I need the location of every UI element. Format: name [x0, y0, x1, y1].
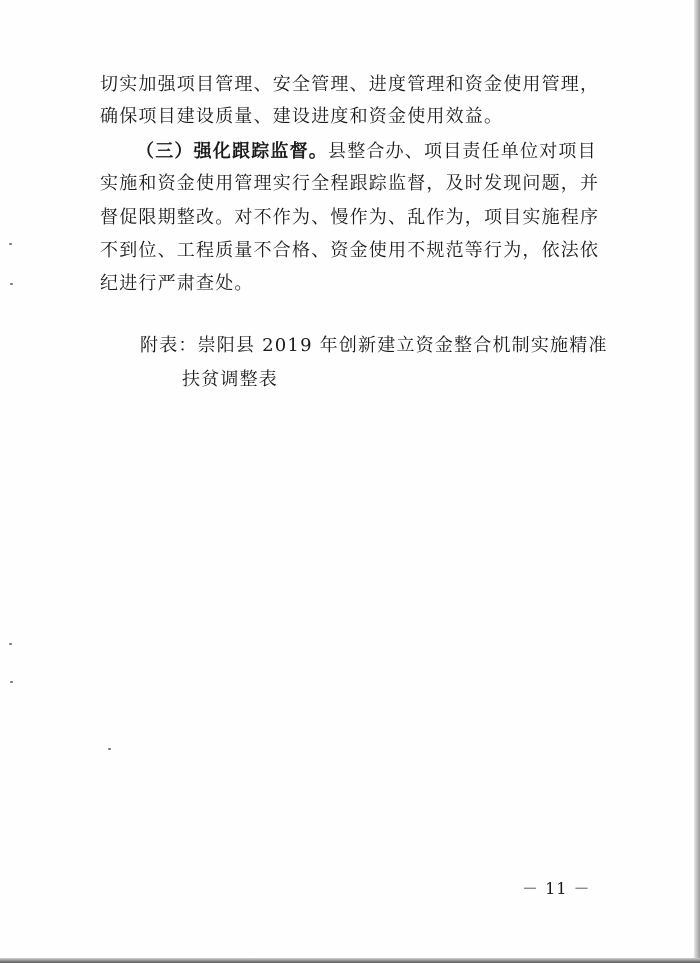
scan-speck — [108, 748, 111, 750]
paragraph-line: 确保项目建设质量、建设进度和资金使用效益。 — [100, 106, 504, 127]
attachment-title: 附表：崇阳县 2019 年创新建立资金整合机制实施精准 — [140, 335, 608, 356]
page-number: － 11 － — [522, 879, 591, 898]
scan-speck — [10, 283, 13, 285]
section-3-text: 县整合办、项目责任单位对项目 — [328, 141, 597, 162]
paragraph-line: 切实加强项目管理、安全管理、进度管理和资金使用管理， — [100, 74, 600, 95]
scan-speck — [9, 243, 12, 245]
scan-bottom-edge — [0, 958, 700, 963]
paragraph-line: 不到位、工程质量不合格、资金使用不规范等行为，依法依 — [100, 240, 600, 261]
section-3-line — [136, 139, 597, 165]
attachment-title-continued: 扶贫调整表 — [182, 369, 278, 390]
scan-speck — [10, 681, 13, 683]
section-3-heading: （三）强化跟踪监督。 — [136, 141, 328, 162]
paragraph-line: 督促限期整改。对不作为、慢作为、乱作为，项目实施程序 — [100, 207, 600, 228]
paragraph-line: 纪进行严肃查处。 — [100, 273, 254, 294]
scan-edge-shadow — [694, 0, 700, 963]
paragraph-line: 实施和资金使用管理实行全程跟踪监督，及时发现问题，并 — [100, 173, 600, 194]
scan-speck — [9, 643, 12, 645]
